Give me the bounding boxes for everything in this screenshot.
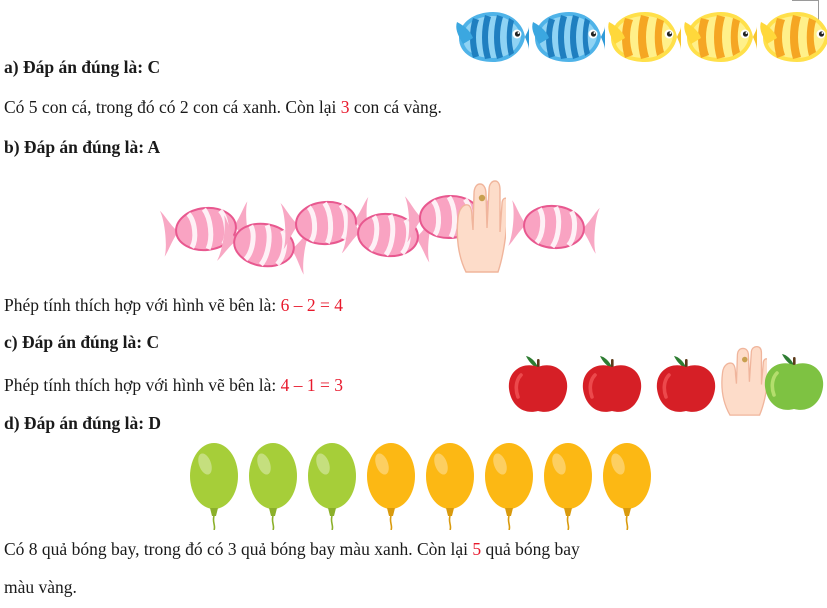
apple-illustration — [505, 343, 825, 413]
answer-a-explanation — [4, 96, 442, 118]
balloon-green — [245, 438, 302, 530]
apple-green — [761, 351, 827, 415]
apple-red — [505, 353, 571, 417]
answer-d-text-before: Có 8 quả bóng bay, trong đó có 3 quả bóng bay màu xanh. Còn lại — [4, 539, 473, 559]
candy-illustration — [160, 178, 640, 268]
candy-piece — [506, 194, 603, 260]
answer-d-text-after: quả bóng bay — [481, 539, 580, 559]
answer-b-expression: 6 – 2 = 4 — [280, 295, 343, 315]
answer-d-explanation-line2: màu vàng. — [4, 577, 77, 597]
answer-a-label: a) Đáp án đúng là: C — [4, 57, 161, 77]
answer-a-text-before: Có 5 con cá, trong đó có 2 con cá xanh. Còn lại — [4, 97, 341, 117]
fish-yellow — [759, 8, 827, 66]
balloon-yellow — [481, 438, 538, 530]
answer-a-text-after: con cá vàng. — [349, 97, 442, 117]
answer-c-label: c) Đáp án đúng là: C — [4, 332, 160, 352]
answer-d-explanation — [4, 538, 580, 560]
answer-c-explanation — [4, 374, 343, 396]
hand-icon — [717, 340, 767, 423]
fish-yellow — [607, 8, 681, 66]
answer-d-highlight: 5 — [472, 539, 482, 559]
apple-red — [579, 353, 645, 417]
answer-d-label: d) Đáp án đúng là: D — [4, 413, 162, 433]
balloon-green — [304, 438, 361, 530]
answer-c-text-before: Phép tính thích hợp với hình vẽ bên là: — [4, 375, 281, 395]
balloon-yellow — [540, 438, 597, 530]
balloon-green — [186, 438, 243, 530]
answer-b-label: b) Đáp án đúng là: A — [4, 137, 161, 157]
answer-b-text-before: Phép tính thích hợp với hình vẽ bên là: — [4, 295, 281, 315]
hand-icon — [452, 174, 506, 279]
fish-blue — [531, 8, 605, 66]
balloon-illustration — [186, 438, 646, 538]
answer-c-expression: 4 – 1 = 3 — [280, 375, 343, 395]
apple-red — [653, 353, 719, 417]
fish-yellow — [683, 8, 757, 66]
balloon-yellow — [422, 438, 479, 530]
balloon-yellow — [363, 438, 420, 530]
answer-b-explanation — [4, 294, 343, 316]
fish-blue — [455, 8, 529, 66]
fish-illustration — [455, 8, 827, 66]
balloon-yellow — [599, 438, 656, 530]
answer-a-highlight: 3 — [340, 97, 350, 117]
